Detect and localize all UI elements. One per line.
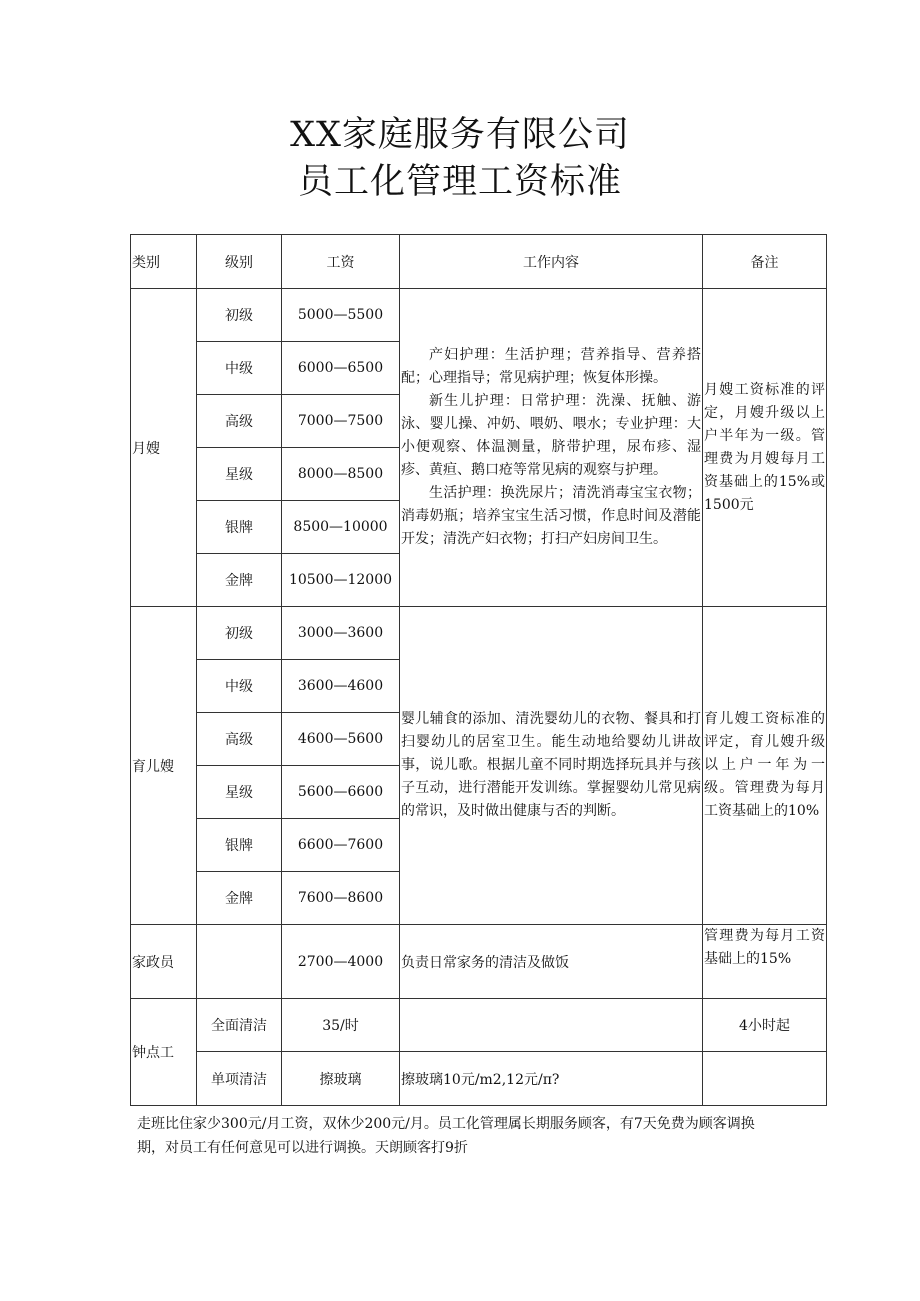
category-yuesao: 月嫂 xyxy=(131,289,197,607)
table-header-row xyxy=(131,235,827,289)
level-cell xyxy=(197,925,282,999)
header-level: 级别 xyxy=(197,235,282,289)
wage-cell: 擦玻璃 xyxy=(282,1052,400,1106)
level-cell: 中级 xyxy=(197,342,282,395)
jiazheng-remark: 管理费为每月工资基础上的15% xyxy=(703,925,827,999)
table-row xyxy=(131,289,827,342)
table-row xyxy=(131,925,827,999)
header-content: 工作内容 xyxy=(400,235,703,289)
level-cell: 星级 xyxy=(197,448,282,501)
level-cell: 星级 xyxy=(197,766,282,819)
wage-cell: 35/时 xyxy=(282,999,400,1052)
header-category: 类别 xyxy=(131,235,197,289)
level-cell: 中级 xyxy=(197,660,282,713)
level-cell: 银牌 xyxy=(197,501,282,554)
wage-cell: 7000—7500 xyxy=(282,395,400,448)
document-title: 员工化管理工资标准 xyxy=(297,162,622,202)
table-row xyxy=(131,1052,827,1106)
yuesao-remark: 月嫂工资标准的评定，月嫂升级以上户半年为一级。管理费为月嫂每月工资基础上的15%或1500元 xyxy=(703,289,827,607)
wage-cell: 3600—4600 xyxy=(282,660,400,713)
wage-cell: 4600—5600 xyxy=(282,713,400,766)
wage-cell: 2700—4000 xyxy=(282,925,400,999)
wage-cell: 5000—5500 xyxy=(282,289,400,342)
level-cell: 初级 xyxy=(197,289,282,342)
yuesao-content-maternal: 产妇护理：生活护理；营养指导、营养搭配；心理指导；常见病护理；恢复体形操。 xyxy=(401,347,701,386)
content-cell: 擦玻璃10元/m2,12元/π? xyxy=(400,1052,703,1106)
wage-cell: 3000—3600 xyxy=(282,607,400,660)
company-title: XX家庭服务有限公司 xyxy=(290,115,630,155)
yuesao-content-life: 生活护理：换洗尿片；清洗消毒宝宝衣物；消毒奶瓶；培养宝宝生活习惯，作息时间及潜能开发；清洗产妇衣物；打扫产妇房间卫生。 xyxy=(401,485,701,547)
level-cell: 金牌 xyxy=(197,872,282,925)
footnote-line-2: 期，对员工有任何意见可以进行调换。天朗顾客打9折 xyxy=(137,1140,468,1156)
level-cell: 初级 xyxy=(197,607,282,660)
category-jiazheng: 家政员 xyxy=(131,925,197,999)
footnote-line-1: 走班比住家少300元/月工资，双休少200元/月。员工化管理属长期服务顾客，有7天免费为顾客调换 xyxy=(137,1116,755,1132)
wage-cell: 6000—6500 xyxy=(282,342,400,395)
yuersao-remark: 育儿嫂工资标准的评定，育儿嫂升级以上户一年为一级。管理费为每月工资基础上的10% xyxy=(703,607,827,925)
yuesao-content xyxy=(400,289,703,607)
footnote xyxy=(137,1112,817,1160)
yuersao-content: 婴儿辅食的添加、清洗婴幼儿的衣物、餐具和打扫婴幼儿的居室卫生。能生动地给婴幼儿讲故事，说儿歌。根据儿童不同时期选择玩具并与孩子互动，进行潜能开发训练。掌握婴幼儿常见病的常识，及时做出健康与否的判断。 xyxy=(400,607,703,925)
yuesao-content-newborn: 新生儿护理：日常护理：洗澡、抚触、游泳、婴儿操、冲奶、喂奶、喂水；专业护理：大小便观察、体温测量，脐带护理，尿布疹、湿疹、黄疸、鹅口疮等常见病的观察与护理。 xyxy=(401,393,701,478)
wage-cell: 10500—12000 xyxy=(282,554,400,607)
level-cell: 全面清洁 xyxy=(197,999,282,1052)
remark-cell xyxy=(703,1052,827,1106)
level-cell: 高级 xyxy=(197,713,282,766)
header-remark: 备注 xyxy=(703,235,827,289)
jiazheng-content: 负责日常家务的清洁及做饭 xyxy=(400,925,703,999)
wage-cell: 8500—10000 xyxy=(282,501,400,554)
remark-cell: 4小时起 xyxy=(703,999,827,1052)
wage-cell: 5600—6600 xyxy=(282,766,400,819)
table-row xyxy=(131,999,827,1052)
level-cell: 单项清洁 xyxy=(197,1052,282,1106)
wage-cell: 7600—8600 xyxy=(282,872,400,925)
level-cell: 高级 xyxy=(197,395,282,448)
category-yuersao: 育儿嫂 xyxy=(131,607,197,925)
wage-standard-table xyxy=(130,234,827,1106)
table-row xyxy=(131,607,827,660)
level-cell: 金牌 xyxy=(197,554,282,607)
wage-cell: 6600—7600 xyxy=(282,819,400,872)
wage-cell: 8000—8500 xyxy=(282,448,400,501)
level-cell: 银牌 xyxy=(197,819,282,872)
category-zhongdian: 钟点工 xyxy=(131,999,197,1106)
header-wage: 工资 xyxy=(282,235,400,289)
content-cell xyxy=(400,999,703,1052)
